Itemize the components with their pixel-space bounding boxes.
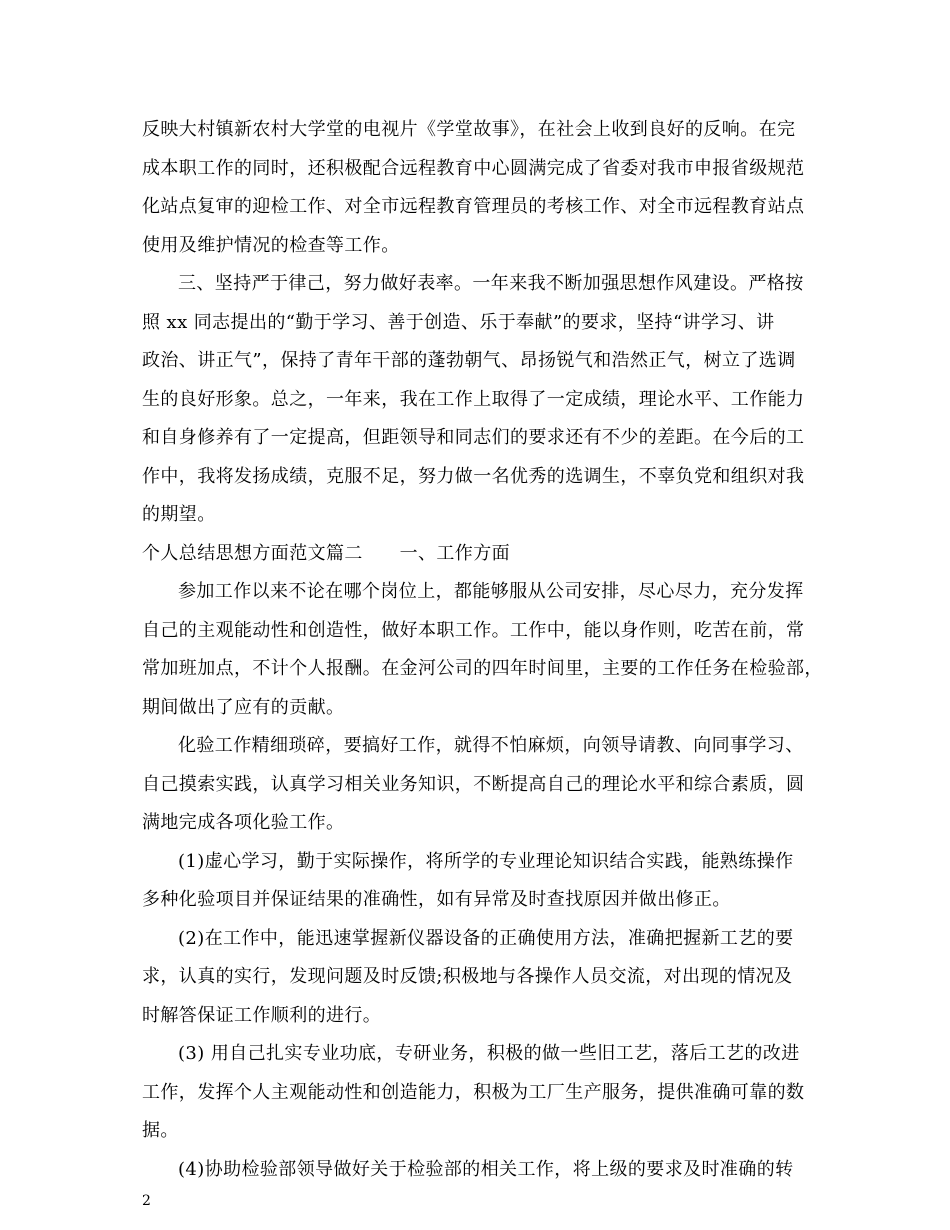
text-line: 反映大村镇新农村大学堂的电视片《学堂故事》，在社会上收到良好的反响。在完 — [142, 119, 796, 140]
text-line: 常加班加点，不计个人报酬。在金河公司的四年时间里，主要的工作任务在检验部， — [142, 658, 823, 679]
text-line: 成本职工作的同时，还积极配合远程教育中心圆满完成了省委对我市申报省级规范 — [142, 158, 805, 179]
list-item-3-line: (3) 用自己扎实专业功底，专研业务，积极的做一些旧工艺，落后工艺的改进 — [178, 1043, 800, 1064]
text-line: 使用及维护情况的检查等工作。 — [142, 235, 400, 256]
text-line: 自己的主观能动性和创造性，做好本职工作。工作中，能以身作则，吃苦在前，常 — [142, 620, 805, 641]
paragraph-start-line: 参加工作以来不论在哪个岗位上，都能够服从公司安排，尽心尽力，充分发挥 — [178, 581, 804, 602]
text-line: 化站点复审的迎检工作、对全市远程教育管理员的考核工作、对全市远程教育站点 — [142, 196, 805, 217]
text-line: 满地完成各项化验工作。 — [142, 812, 345, 833]
list-item-1-line: (1)虚心学习，勤于实际操作，将所学的专业理论知识结合实践，能熟练操作 — [178, 851, 794, 872]
text-line: 作中，我将发扬成绩，克服不足，努力做一名优秀的选调生，不辜负党和组织对我 — [142, 466, 805, 487]
text-line: 工作，发挥个人主观能动性和创造能力，积极为工厂生产服务，提供准确可靠的数 — [142, 1082, 805, 1103]
text-line: 据。 — [142, 1120, 179, 1141]
section-heading: 个人总结思想方面范文篇二 一、工作方面 — [142, 543, 510, 564]
text-line: 照 xx 同志提出的“勤于学习、善于创造、乐于奉献”的要求，坚持“讲学习、讲 — [142, 312, 775, 333]
paragraph-start-line: 化验工作精细琐碎，要搞好工作，就得不怕麻烦，向领导请教、向同事学习、 — [178, 735, 804, 756]
list-item-2-line: (2)在工作中，能迅速掌握新仪器设备的正确使用方法，准确把握新工艺的要 — [178, 928, 794, 949]
paragraph-start-line: 三、坚持严于律己，努力做好表率。一年来我不断加强思想作风建设。严格按 — [178, 273, 804, 294]
text-line: 生的良好形象。总之，一年来，我在工作上取得了一定成绩，理论水平、工作能力 — [142, 389, 805, 410]
text-line: 自己摸索实践，认真学习相关业务知识，不断提高自己的理论水平和综合素质，圆 — [142, 774, 805, 795]
text-line: 政治、讲正气”，保持了青年干部的蓬勃朝气、昂扬锐气和浩然正气，树立了选调 — [142, 350, 796, 371]
page-number: 2 — [142, 1193, 151, 1209]
text-line: 求，认真的实行，发现问题及时反馈;积极地与各操作人员交流，对出现的情况及 — [142, 966, 793, 987]
text-line: 和自身修养有了一定提高，但距领导和同志们的要求还有不少的差距。在今后的工 — [142, 427, 805, 448]
text-line: 的期望。 — [142, 504, 216, 525]
text-line: 时解答保证工作顺利的进行。 — [142, 1005, 382, 1026]
list-item-4-line: (4)协助检验部领导做好关于检验部的相关工作，将上级的要求及时准确的转 — [178, 1159, 794, 1180]
text-line: 多种化验项目并保证结果的准确性，如有异常及时查找原因并做出修正。 — [142, 889, 731, 910]
text-line: 期间做出了应有的贡献。 — [142, 697, 345, 718]
